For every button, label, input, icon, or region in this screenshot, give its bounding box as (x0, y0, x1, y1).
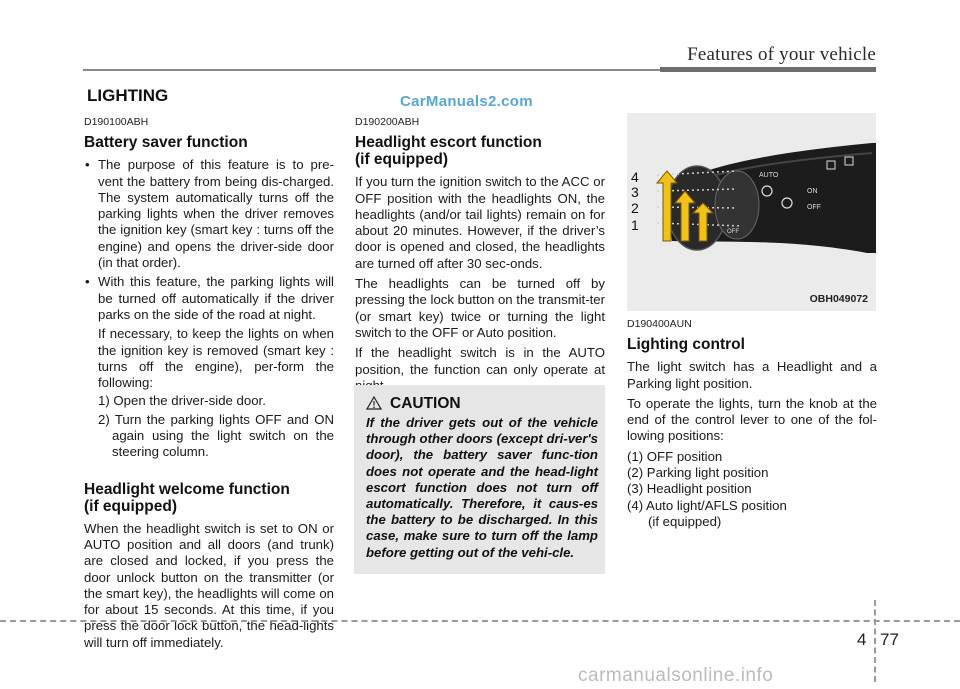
step-item: 1) Open the driver-side door. (98, 393, 266, 409)
chapter-title: Features of your vehicle (687, 44, 876, 65)
caution-text: If the driver gets out of the vehicle through other doors (except dri-ver's door), the battery saver func-tion does not operate and the head-light escort function does not turn off automatically. Therefore, it caus-es the battery to be discharged. In this case, make sure to turn off the lamp before getting out of the vehi-cle. (366, 415, 598, 560)
position-label-2: 2 (631, 200, 639, 216)
list-item: (1) OFF position (627, 448, 723, 464)
list-item: (if equipped) (648, 513, 722, 529)
paragraph: If you turn the ignition switch to the ACC or OFF position with the headlights ON, the headlights (and/or tail lights) remain on for about 20 minutes. However, if the driver’s door is opened and closed, the headlights are turned off after 30 sec-onds. (355, 174, 605, 271)
paragraph: If necessary, to keep the lights on when the ignition key is removed (smart key : turns off the engine), per-form the following: (98, 326, 334, 391)
header-rule (83, 69, 660, 71)
position-label-4: 4 (631, 169, 639, 185)
heading-battery-saver: Battery saver function (84, 134, 248, 152)
position-label-1: 1 (631, 217, 639, 233)
switch-label-auto: AUTO (759, 172, 779, 179)
heading-lighting-control: Lighting control (627, 336, 745, 354)
heading-welcome-function: Headlight welcome function (if equipped) (84, 480, 290, 515)
footer-divider (874, 600, 876, 682)
caution-heading (366, 395, 461, 413)
watermark-top: CarManuals2.com (400, 93, 533, 110)
caution-box (354, 385, 605, 574)
bullet-item: • With this feature, the parking lights will be turned off automatically if the driver parks on the side of the road at night. (84, 274, 334, 323)
paragraph: The light switch has a Headlight and a Parking light position. (627, 359, 877, 391)
column-1 (84, 110, 334, 655)
section-code: D190200ABH (355, 116, 420, 128)
switch-label-on: ON (807, 188, 818, 195)
paragraph: To operate the lights, turn the knob at the end of the control lever to one of the fol-lowing positions: (627, 395, 877, 444)
switch-label-off-ring: OFF (727, 229, 739, 235)
paragraph: When the headlight switch is set to ON or AUTO position and all doors (and trunk) are closed and locked, if you press the door unlock button on the transmitter (or the smart key), the headlights will come on for about 15 seconds. At this time, if you press the door lock button, the head-lights will turn off immediately. (84, 520, 334, 650)
warning-icon (366, 396, 382, 410)
section-title: LIGHTING (87, 86, 169, 105)
column-3 (627, 312, 877, 530)
light-switch-image (627, 113, 876, 311)
switch-label-off: OFF (807, 204, 821, 211)
section-code: D190100ABH (84, 116, 149, 128)
list-item: (3) Headlight position (627, 481, 752, 497)
bullet-item: • The purpose of this feature is to pre-vent the battery from being dis-charged. The system automatically turns off the parking lights when the driver removes the ignition key (smart key : turns off the engine) and opens the driver-side door (in that order). (84, 157, 334, 271)
step-item: 2) Turn the parking lights OFF and ON again using the light switch on the steering column. (98, 411, 334, 460)
position-label-3: 3 (631, 184, 639, 200)
list-item: (2) Parking light position (627, 465, 769, 481)
page-chapter-number: 4 (857, 630, 867, 649)
caution-title: CAUTION (390, 395, 461, 412)
light-switch-illustration (627, 113, 876, 311)
list-item: (4) Auto light/AFLS position (627, 497, 787, 513)
footer-rule (0, 620, 960, 622)
image-code: OBH049072 (809, 293, 868, 305)
paragraph: If the headlight switch is in the AUTO position, the function can only operate at (355, 345, 605, 377)
paragraph: The headlights can be turned off by pressing the lock button on the transmit-ter (or smart key) twice or turning the light switch to the OFF or Auto position. (355, 276, 605, 340)
column-2 (355, 110, 605, 398)
heading-escort-function: Headlight escort function (if equipped) (355, 134, 542, 169)
page-number: 77 (880, 630, 899, 649)
header-rule-accent (660, 67, 876, 72)
watermark-bottom: carmanualsonline.info (578, 665, 774, 686)
section-code: D190400AUN (627, 318, 692, 330)
